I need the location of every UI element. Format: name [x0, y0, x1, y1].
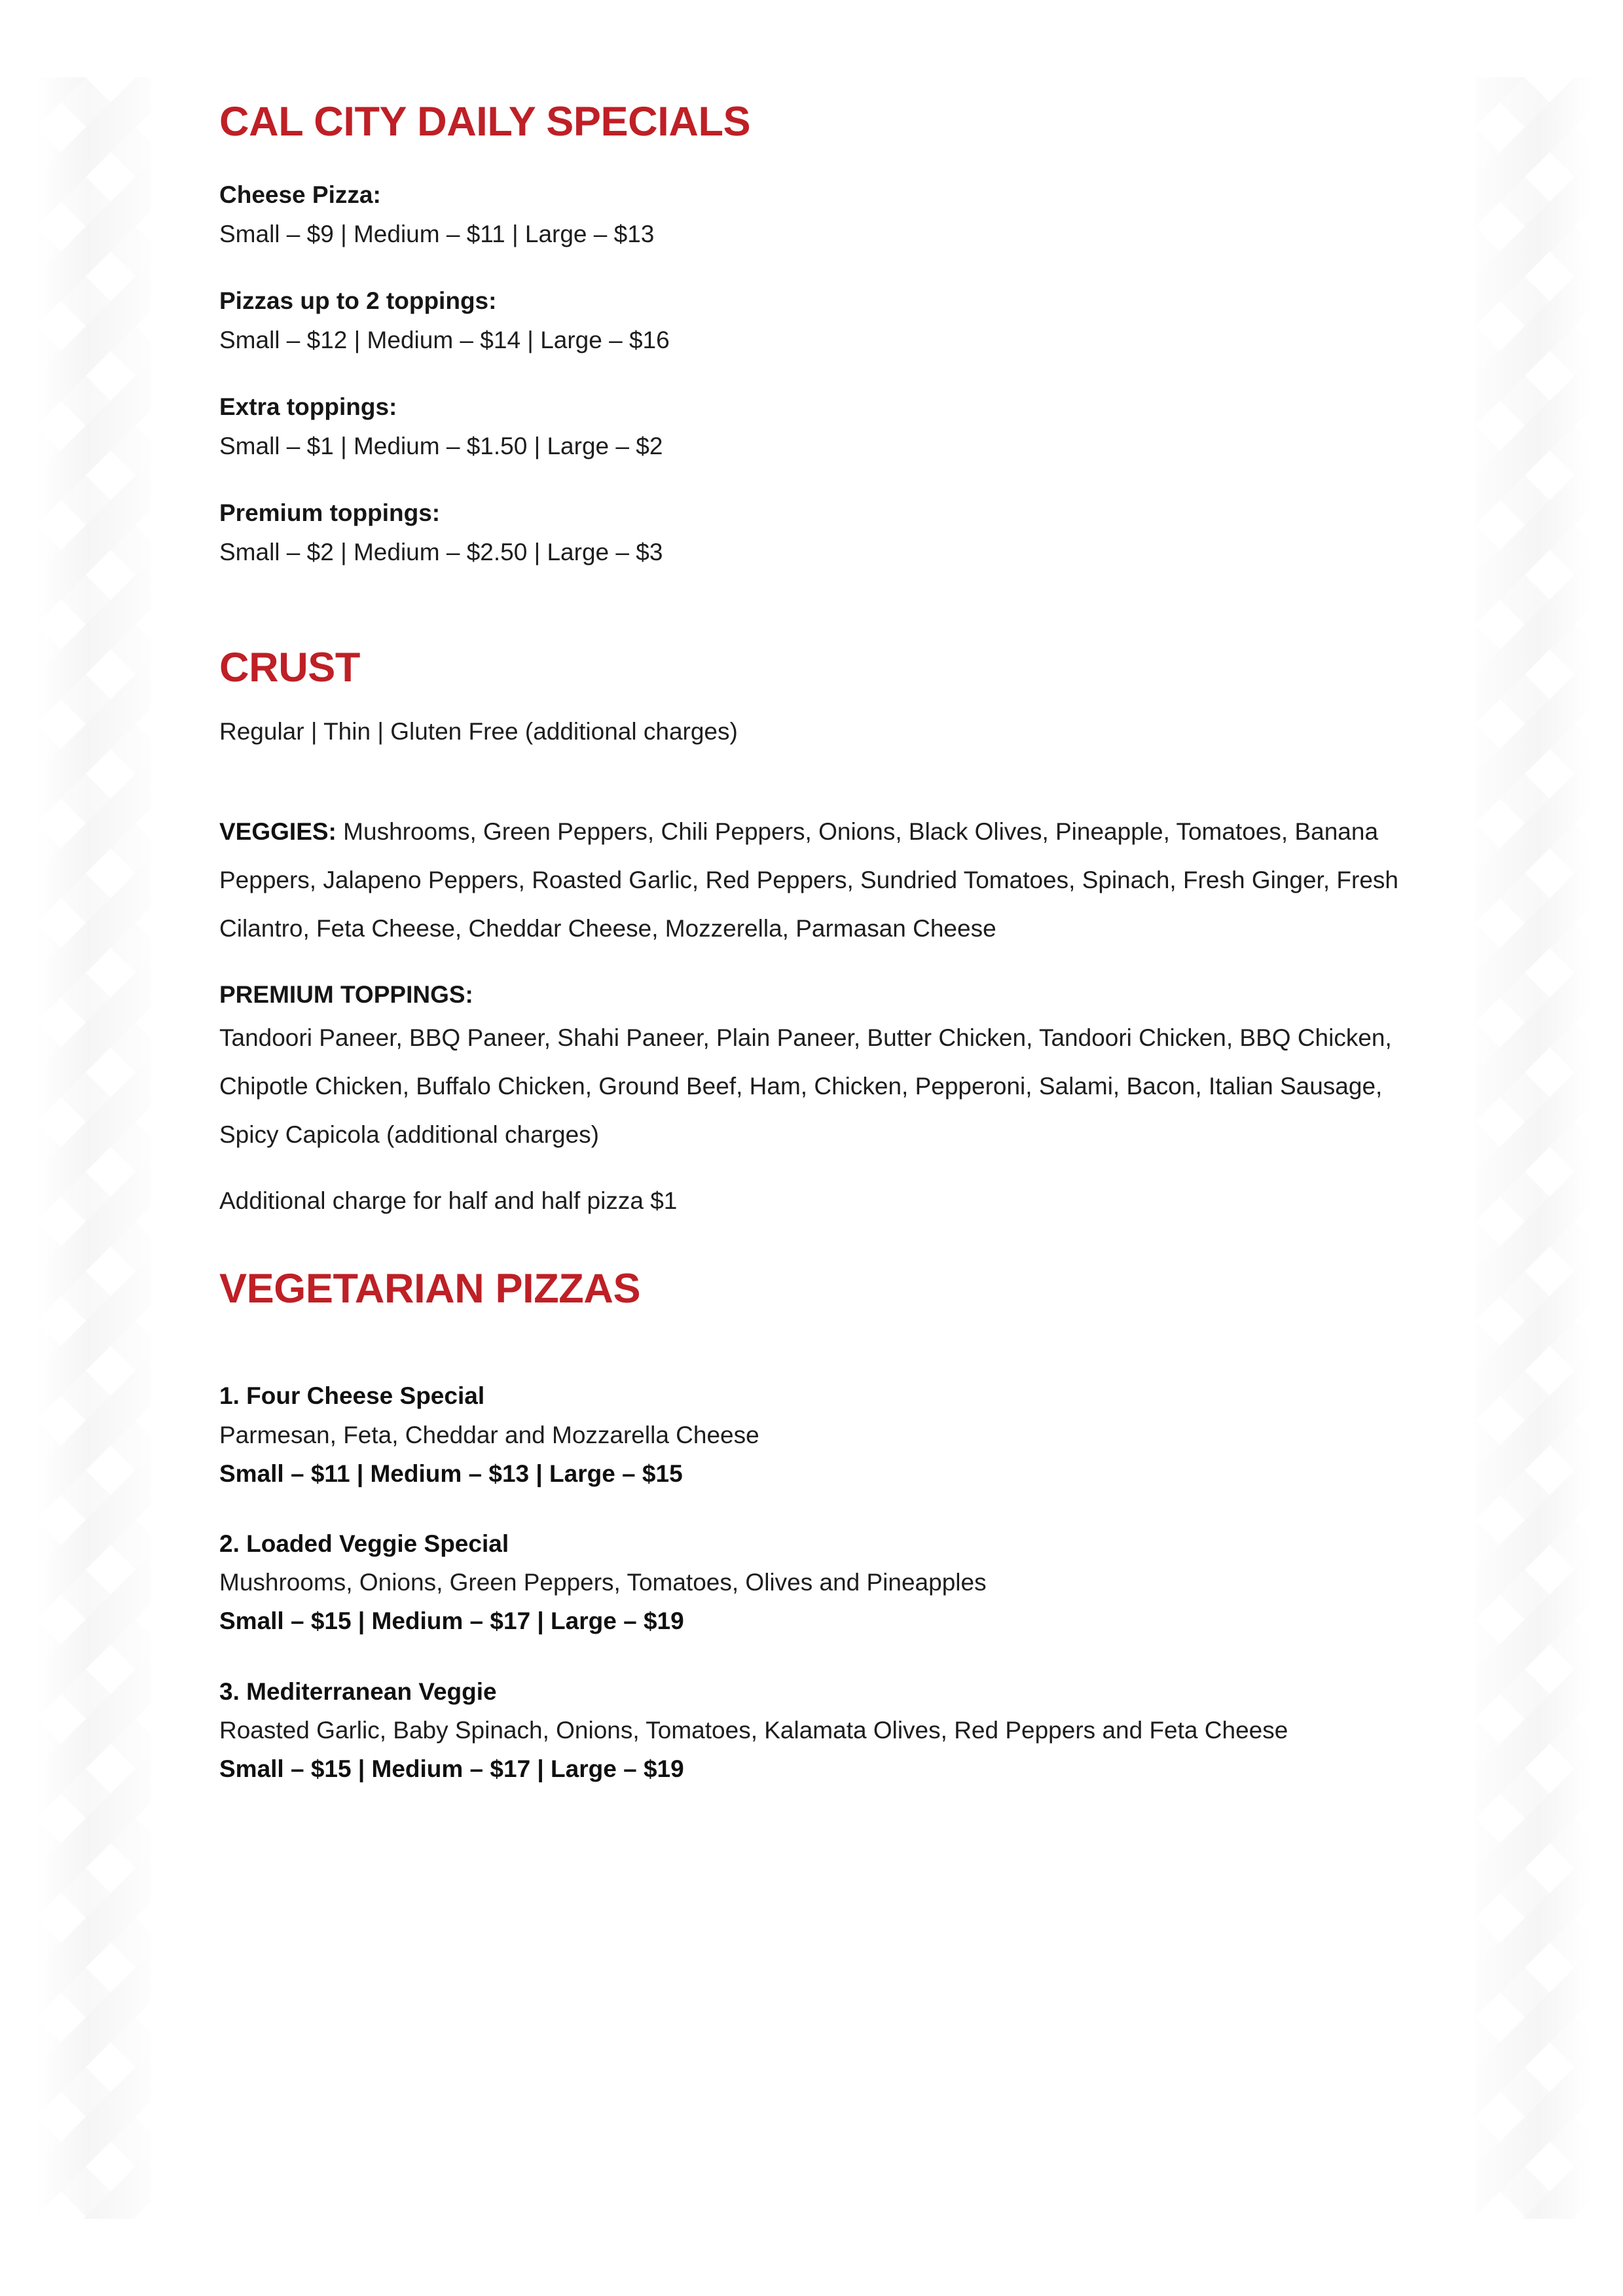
- specials-row: [219, 281, 1407, 360]
- menu-item-description: Roasted Garlic, Baby Spinach, Onions, Tomatoes, Kalamata Olives, Red Peppers and Feta Cheese: [219, 1716, 1288, 1744]
- watermark-left-band: [36, 77, 153, 2219]
- menu-item-price: Small – $11 | Medium – $13 | Large – $15: [219, 1460, 683, 1487]
- crust-options: Regular | Thin | Gluten Free (additional charges): [219, 717, 738, 745]
- menu-item: [219, 1672, 1407, 1789]
- crust-heading: CRUST: [219, 644, 360, 691]
- watermark-right-band: [1475, 77, 1592, 2219]
- half-and-half-note: Additional charge for half and half pizza $1: [219, 1187, 678, 1215]
- menu-item: [219, 1376, 1407, 1493]
- specials-row-label: Cheese Pizza:: [219, 181, 381, 209]
- menu-item-name: 2. Loaded Veggie Special: [219, 1530, 509, 1557]
- veggies-list: Mushrooms, Green Peppers, Chili Peppers, Onions, Black Olives, Pineapple, Tomatoes, Banana Peppers, Jalapeno Peppers, Roasted Garlic, Red Peppers, Sundried Tomatoes, Spinach, Fresh Ginger, Fresh Cilantro, Feta Cheese, Cheddar Cheese, Mozzerella, Parmasan Cheese: [219, 817, 1398, 942]
- menu-content-card: [151, 77, 1475, 2219]
- menu-item-name: 3. Mediterranean Veggie: [219, 1677, 497, 1705]
- specials-row-prices: Small – $1 | Medium – $1.50 | Large – $2: [219, 432, 663, 459]
- specials-heading: CAL CITY DAILY SPECIALS: [219, 99, 751, 145]
- specials-row: [219, 387, 1407, 466]
- premium-toppings-label: PREMIUM TOPPINGS:: [219, 980, 473, 1008]
- menu-item-description: Mushrooms, Onions, Green Peppers, Tomatoes, Olives and Pineapples: [219, 1569, 987, 1596]
- specials-row: [219, 175, 1407, 254]
- menu-item-price: Small – $15 | Medium – $17 | Large – $19: [219, 1607, 684, 1635]
- menu-item: [219, 1524, 1407, 1641]
- specials-row-label: Premium toppings:: [219, 499, 441, 526]
- veggies-paragraph: [219, 808, 1407, 953]
- specials-row-label: Extra toppings:: [219, 393, 397, 420]
- specials-row-prices: Small – $9 | Medium – $11 | Large – $13: [219, 220, 655, 247]
- specials-row-prices: Small – $2 | Medium – $2.50 | Large – $3: [219, 538, 663, 565]
- menu-item-price: Small – $15 | Medium – $17 | Large – $19: [219, 1755, 684, 1782]
- premium-toppings-list: Tandoori Paneer, BBQ Paneer, Shahi Paneer, Plain Paneer, Butter Chicken, Tandoori Chicken, BBQ Chicken, Chipotle Chicken, Buffalo Chicken, Ground Beef, Ham, Chicken, Pepperoni, Salami, Bacon, Italian Sausage, Spicy Capicola (additional charges): [219, 1024, 1392, 1149]
- veggies-label: VEGGIES:: [219, 817, 337, 845]
- specials-row-prices: Small – $12 | Medium – $14 | Large – $16: [219, 326, 670, 353]
- menu-item-name: 1. Four Cheese Special: [219, 1382, 485, 1410]
- watermark-left-fade: [36, 77, 153, 2219]
- specials-row-label: Pizzas up to 2 toppings:: [219, 287, 497, 314]
- menu-item-description: Parmesan, Feta, Cheddar and Mozzarella Cheese: [219, 1421, 759, 1448]
- watermark-right-fade: [1475, 77, 1592, 2219]
- vegetarian-heading: VEGETARIAN PIZZAS: [219, 1266, 641, 1312]
- specials-row: [219, 493, 1407, 572]
